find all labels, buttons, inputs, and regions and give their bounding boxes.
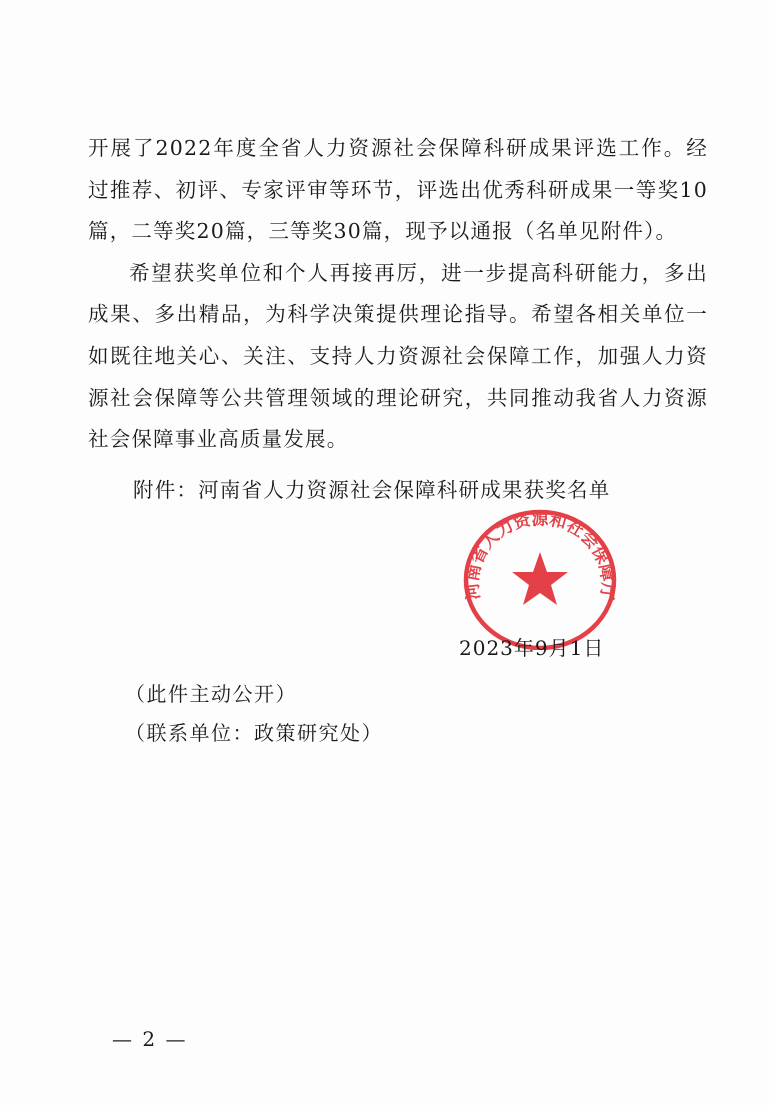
body-paragraph-1: 开展了2022年度全省人力资源社会保障科研成果评选工作。经过推荐、初评、专家评审等环节，评选出优秀科研成果一等奖10篇，二等奖20篇，三等奖30篇，现予以通报（名单见附件）。 bbox=[88, 136, 708, 244]
official-seal bbox=[460, 500, 620, 650]
contact-unit: （联系单位：政策研究处） bbox=[125, 721, 383, 745]
page-number: — 2 — bbox=[112, 1027, 188, 1051]
document-body bbox=[88, 128, 708, 461]
public-note: （此件主动公开） bbox=[125, 682, 297, 706]
seal-text: 河南省人力资源和社会保障厅 bbox=[462, 509, 618, 601]
issue-date: 2023年9月1日 bbox=[459, 636, 605, 660]
attachment-line: 附件：河南省人力资源社会保障科研成果获奖名单 bbox=[133, 478, 611, 502]
body-paragraph-2: 希望获奖单位和个人再接再厉，进一步提高科研能力，多出成果、多出精品，为科学决策提供理论指导。希望各相关单位一如既往地关心、关注、支持人力资源社会保障工作，加强人力资源社会保障等公共管理领域的理论研究，共同推动我省人力资源社会保障事业高质量发展。 bbox=[88, 260, 708, 452]
star-icon bbox=[512, 552, 568, 605]
